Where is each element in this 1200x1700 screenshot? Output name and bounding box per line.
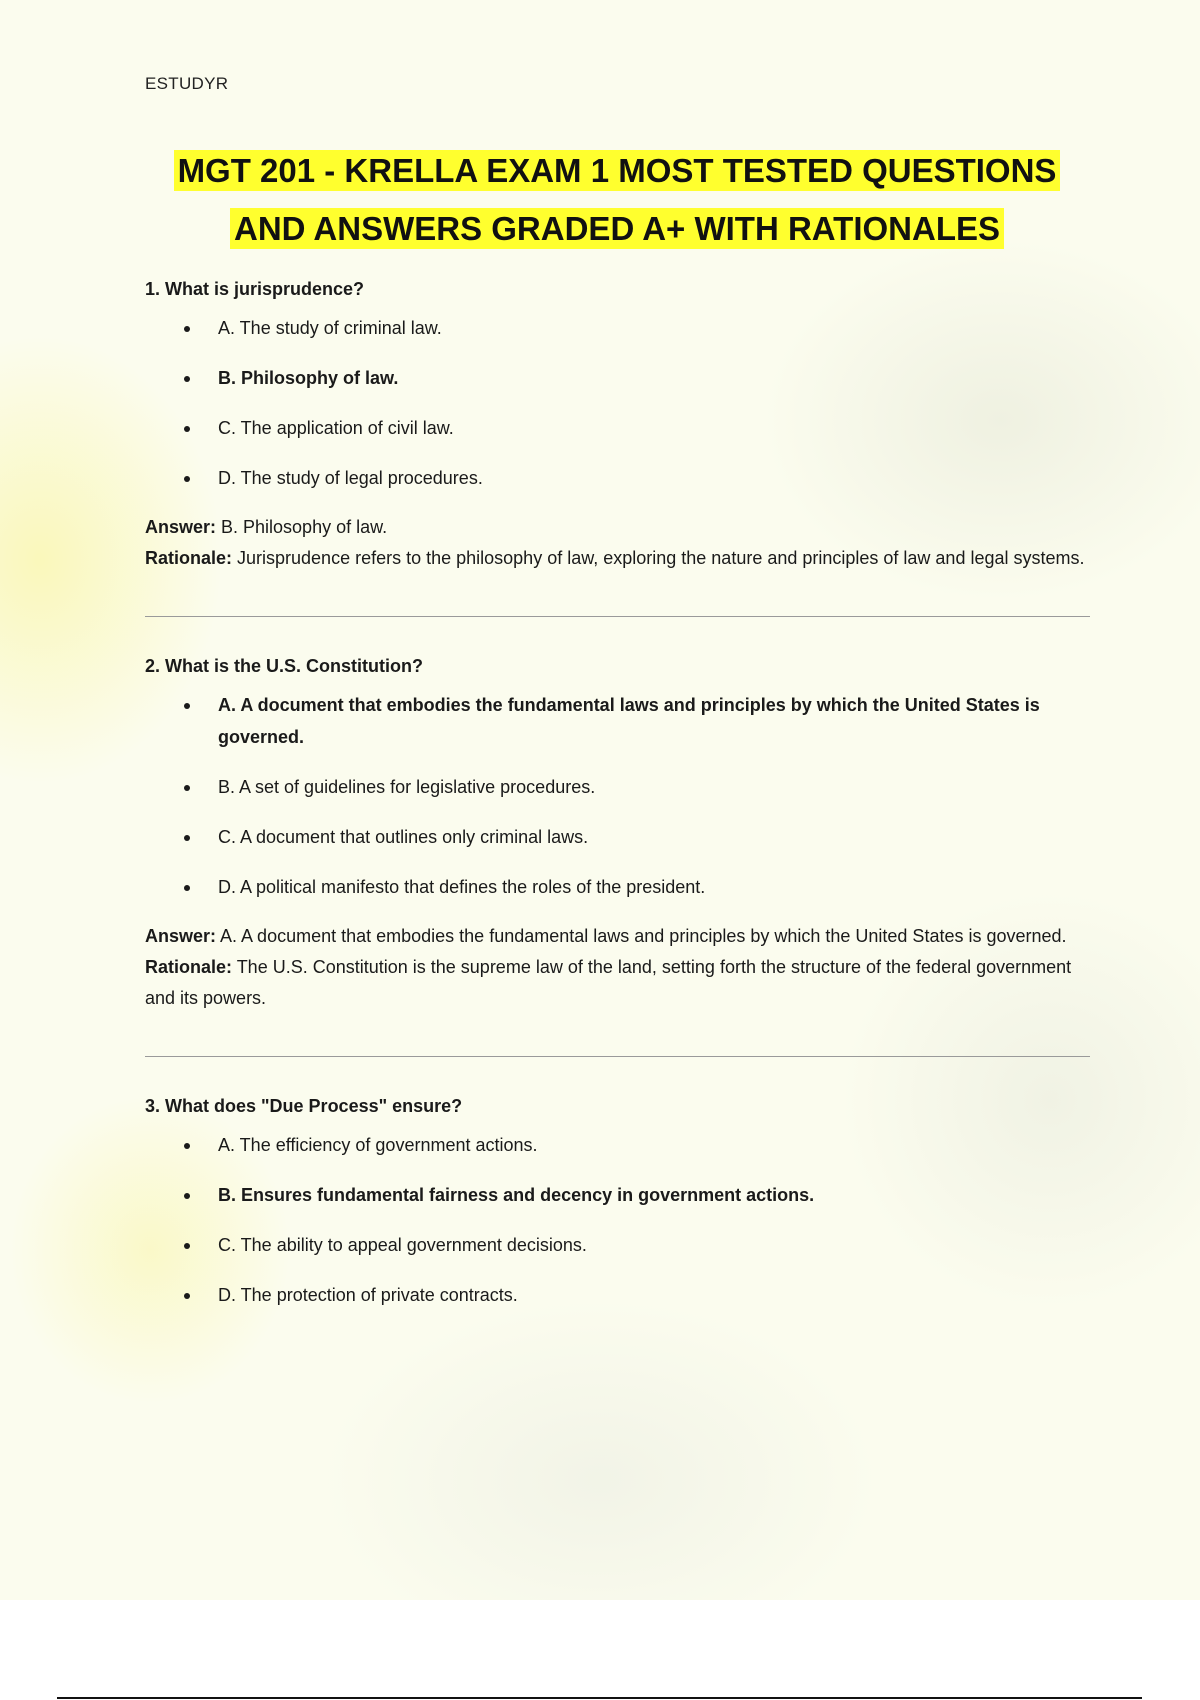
answer-line [145, 512, 1090, 543]
page-bottom-rule [57, 1697, 1142, 1699]
option-b: B. A set of guidelines for legislative procedures. [145, 771, 1090, 803]
option-d: D. The study of legal procedures. [145, 462, 1090, 494]
question-3 [145, 1093, 1090, 1311]
options-list [145, 689, 1090, 903]
option-a: A. The study of criminal law. [145, 312, 1090, 344]
rationale-text: Jurisprudence refers to the philosophy of law, exploring the nature and principles of law and legal systems. [232, 548, 1085, 568]
rationale-label: Rationale: [145, 957, 233, 977]
option-a-correct: A. A document that embodies the fundamental laws and principles by which the United States is governed. [145, 689, 1090, 753]
question-2 [145, 653, 1090, 1014]
document-title-line-2: AND ANSWERS GRADED A+ WITH RATIONALES [230, 208, 1004, 249]
rationale-line [145, 952, 1090, 1014]
section-divider [145, 616, 1090, 617]
question-title: 3. What does "Due Process" ensure? [145, 1096, 463, 1116]
answer-label: Answer: [145, 926, 217, 946]
options-list [145, 1129, 1090, 1311]
question-title: 1. What is jurisprudence? [145, 279, 365, 299]
option-b-correct: B. Ensures fundamental fairness and decency in government actions. [145, 1179, 1090, 1211]
question-title: 2. What is the U.S. Constitution? [145, 656, 423, 676]
question-1 [145, 276, 1090, 574]
rationale-text: The U.S. Constitution is the supreme law of the land, setting forth the structure of the federal government and its powers. [145, 957, 1072, 1008]
header-label: ESTUDYR [145, 74, 229, 93]
section-divider [145, 1056, 1090, 1057]
answer-text: B. Philosophy of law. [216, 517, 388, 537]
answer-label: Answer: [145, 517, 217, 537]
questions-content [145, 276, 1090, 1329]
document-title-line-1: MGT 201 - KRELLA EXAM 1 MOST TESTED QUESTIONS [174, 150, 1061, 191]
document-title [0, 142, 1200, 258]
rationale-label: Rationale: [145, 548, 233, 568]
option-d: D. A political manifesto that defines the roles of the president. [145, 871, 1090, 903]
options-list [145, 312, 1090, 494]
rationale-line [145, 543, 1090, 574]
option-c: C. The ability to appeal government decisions. [145, 1229, 1090, 1261]
option-b-correct: B. Philosophy of law. [145, 362, 1090, 394]
option-d: D. The protection of private contracts. [145, 1279, 1090, 1311]
answer-text: A. A document that embodies the fundamental laws and principles by which the United States is governed. [216, 926, 1067, 946]
option-c: C. A document that outlines only criminal laws. [145, 821, 1090, 853]
option-c: C. The application of civil law. [145, 412, 1090, 444]
answer-line [145, 921, 1090, 952]
option-a: A. The efficiency of government actions. [145, 1129, 1090, 1161]
